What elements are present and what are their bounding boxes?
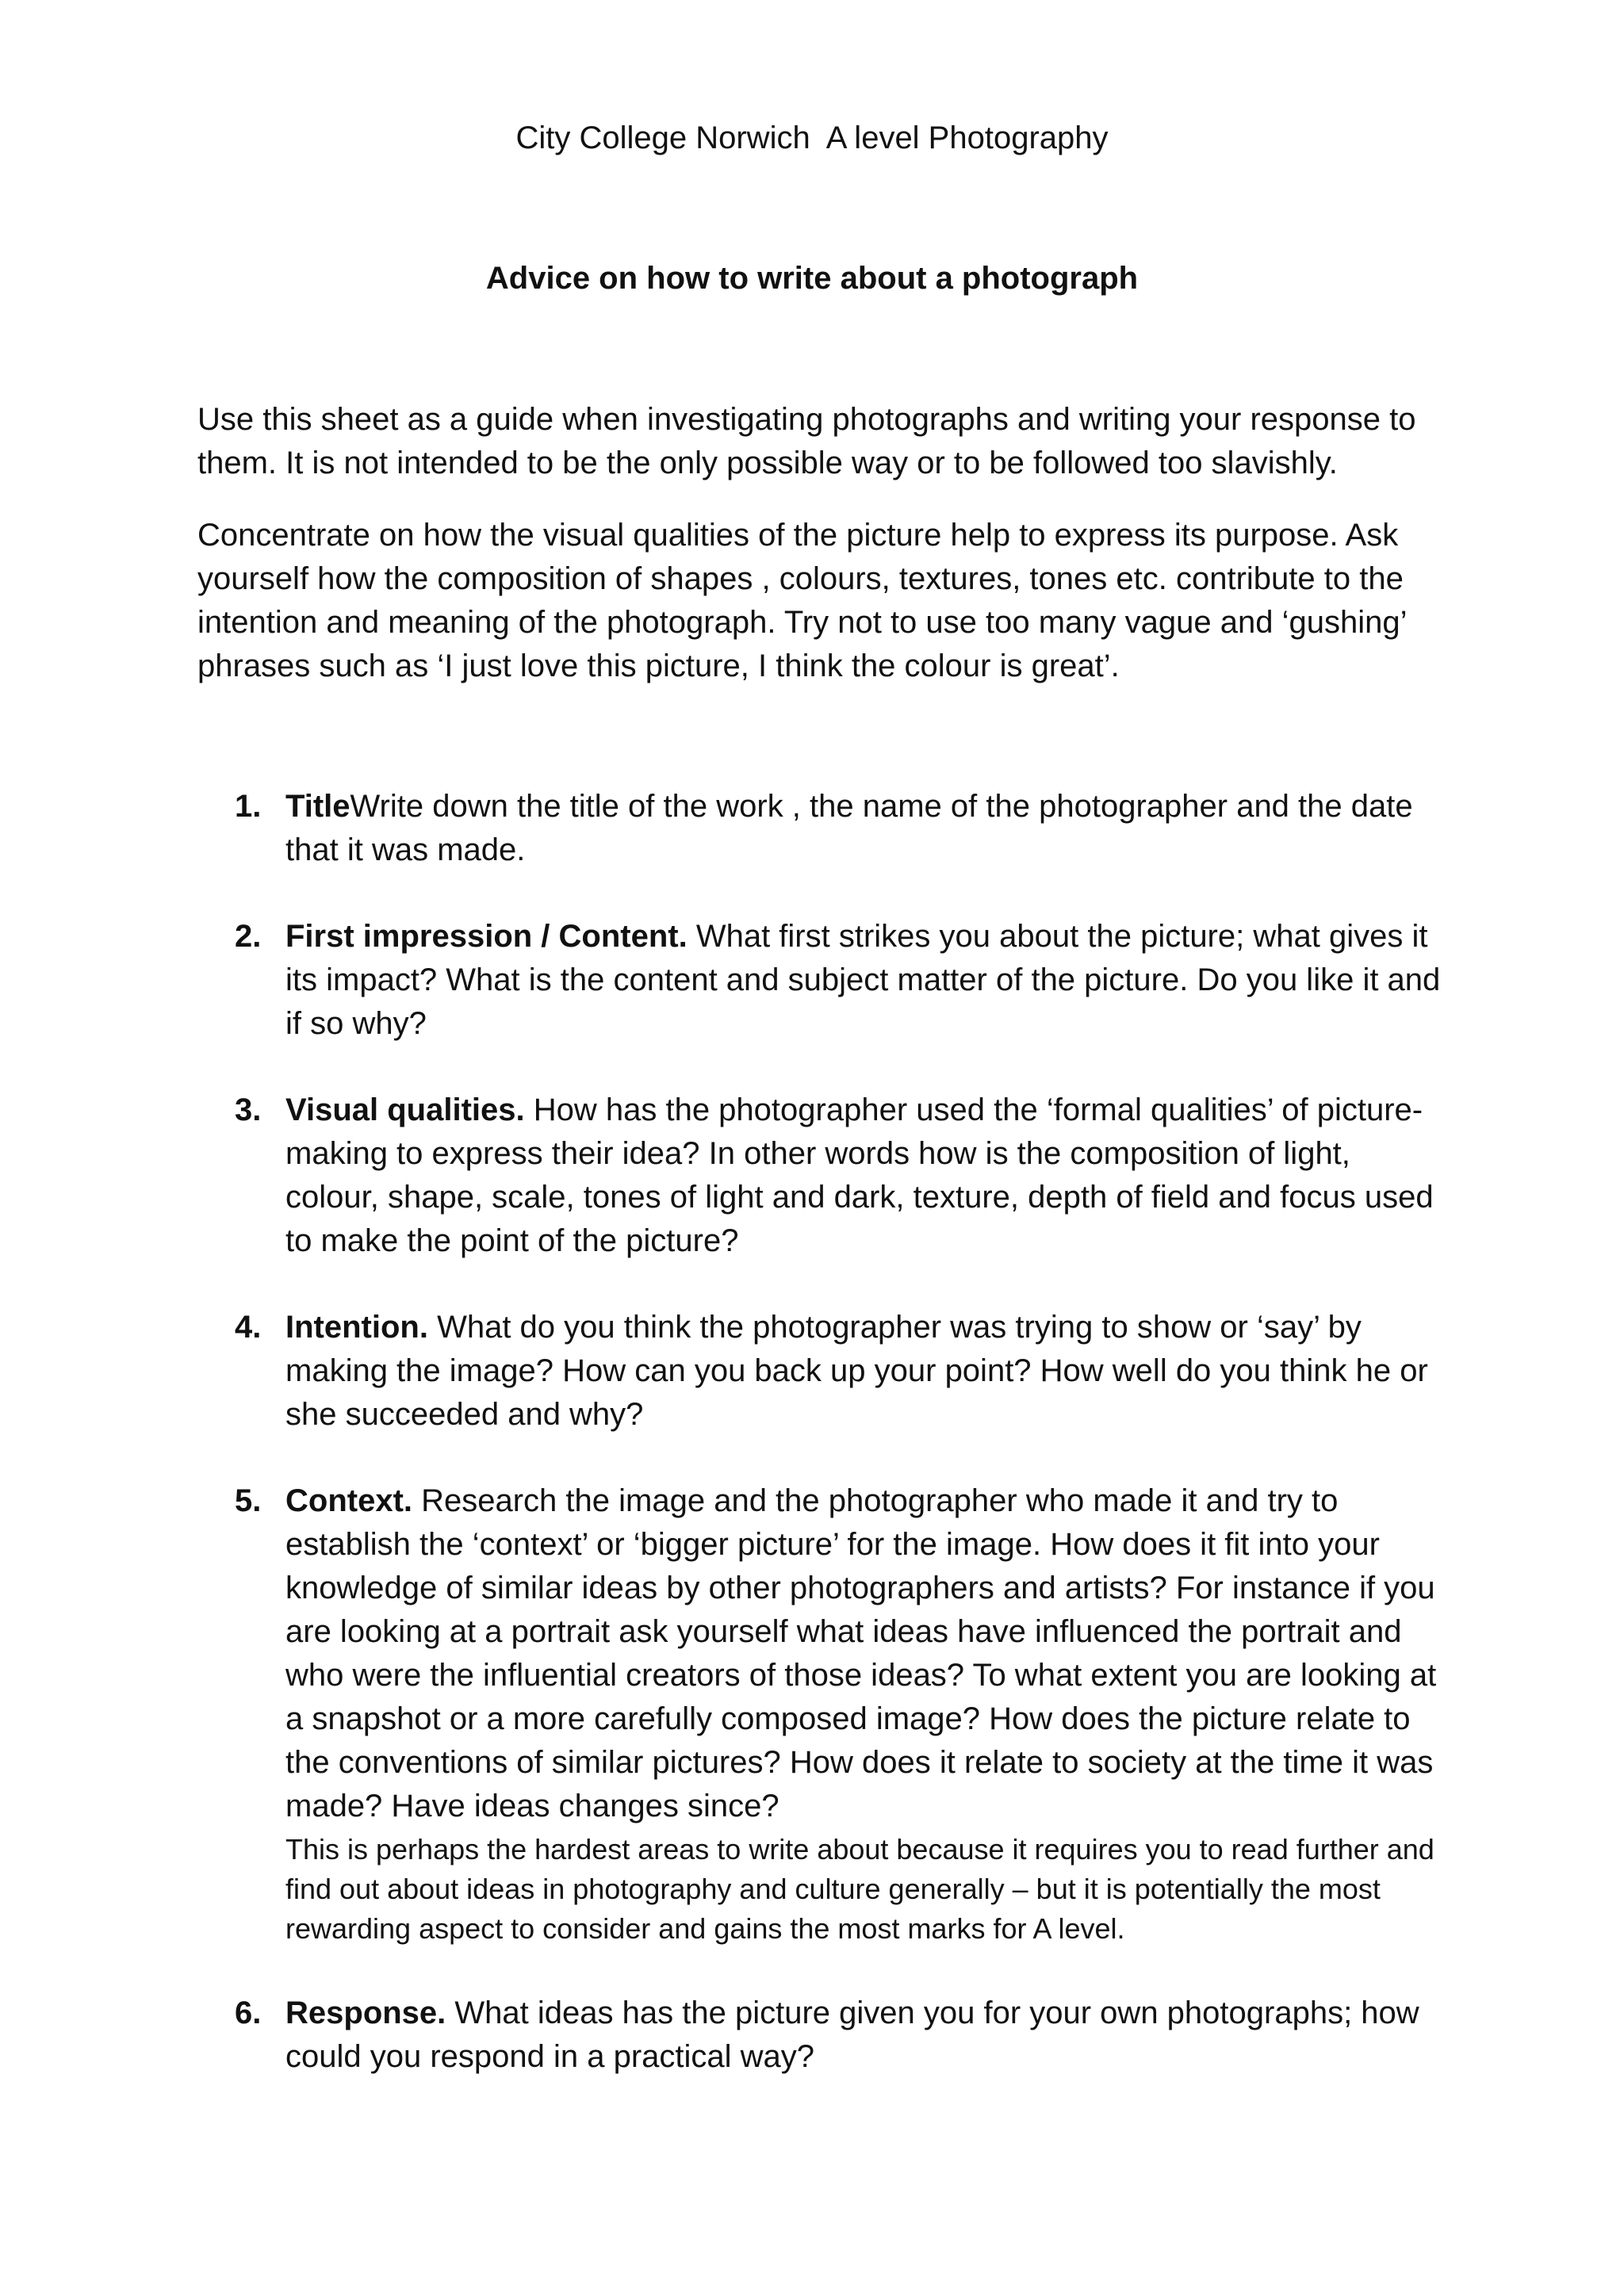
list-item-number: 5. [235,1483,262,1518]
list-item-body [285,1992,1451,2079]
list-item-number: 4. [235,1310,262,1345]
list-item-heading: First impression / Content. [285,919,688,954]
list-item-heading: Visual qualities. [285,1093,525,1127]
list-item-response [0,1992,1624,2079]
list-item-number: 3. [235,1093,262,1127]
list-item-number: 1. [235,789,262,824]
list-item-text: What first strikes you about the picture; what gives it its impact? What is the content and subject matter of the picture. Do you like it and if so why? [285,919,1441,1041]
list-item-number: 2. [235,919,262,954]
list-item-body [285,785,1451,872]
list-item-body [285,1089,1451,1263]
intro-paragraph-1: Use this sheet as a guide when investigating photographs and writing your response to them. It is not intended to be the only possible way or to be followed too slavishly. [197,402,1416,480]
list-item-text: How has the photographer used the ‘formal qualities’ of picture- making to express their idea? In other words how is the composition of light, colour, shape, scale, tones of light and dark, texture, depth of field and focus used to make the point of the picture? [285,1093,1434,1258]
list-item-first-impression [0,915,1624,1046]
list-item-context [0,1479,1624,1949]
list-item-body [285,1306,1451,1437]
list-item-note: This is perhaps the hardest areas to write about because it requires you to read further and find out about ideas in photography and culture generally – but it is potentially the most rewarding aspect to consider and gains the most marks for A level. [285,1833,1434,1945]
list-item-title [0,785,1624,872]
list-item-heading: Title [285,789,350,824]
list-item-text: Write down the title of the work , the name of the photographer and the date that it was made. [285,789,1413,867]
intro-paragraph-2: Concentrate on how the visual qualities of the picture help to express its purpose. Ask yourself how the composition of shapes , colours, textures, tones etc. contribute to the intention and meaning of the photograph. Try not to use too many vague and ‘gushing’ phrases such as ‘I just love this picture, I think the colour is great’. [197,518,1407,683]
list-item-visual-qualities [0,1089,1624,1263]
list-item-heading: Response. [285,1996,446,2030]
document-title: Advice on how to write about a photograph [485,261,1139,296]
list-item-heading: Intention. [285,1310,428,1345]
list-item-heading: Context. [285,1483,412,1518]
list-item-body [285,915,1451,1046]
list-item-number: 6. [235,1996,262,2030]
list-item-text: What ideas has the picture given you for your own photographs; how could you respond in a practical way? [285,1996,1419,2074]
list-item-body [285,1479,1451,1949]
list-item-text: Research the image and the photographer who made it and try to establish the ‘context’ or ‘bigger picture’ for the image. How does it fit into your knowledge of similar ideas by other photographers and artists? For instance if you are looking at a portrait ask yourself what ideas have influenced the portrait and who were the influential creators of those ideas? To what extent you are looking at a snapshot or a more carefully composed image? How does the picture relate to the conventions of similar pictures? How does it relate to society at the time it was made? Have ideas changes since? [285,1483,1437,1823]
list-item-intention [0,1306,1624,1437]
institution-header: City College Norwich A level Photography [515,121,1109,155]
advice-list [0,785,1624,2122]
list-item-text: What do you think the photographer was trying to show or ‘say’ by making the image? How can you back up your point? How well do you think he or she succeeded and why? [285,1310,1428,1432]
